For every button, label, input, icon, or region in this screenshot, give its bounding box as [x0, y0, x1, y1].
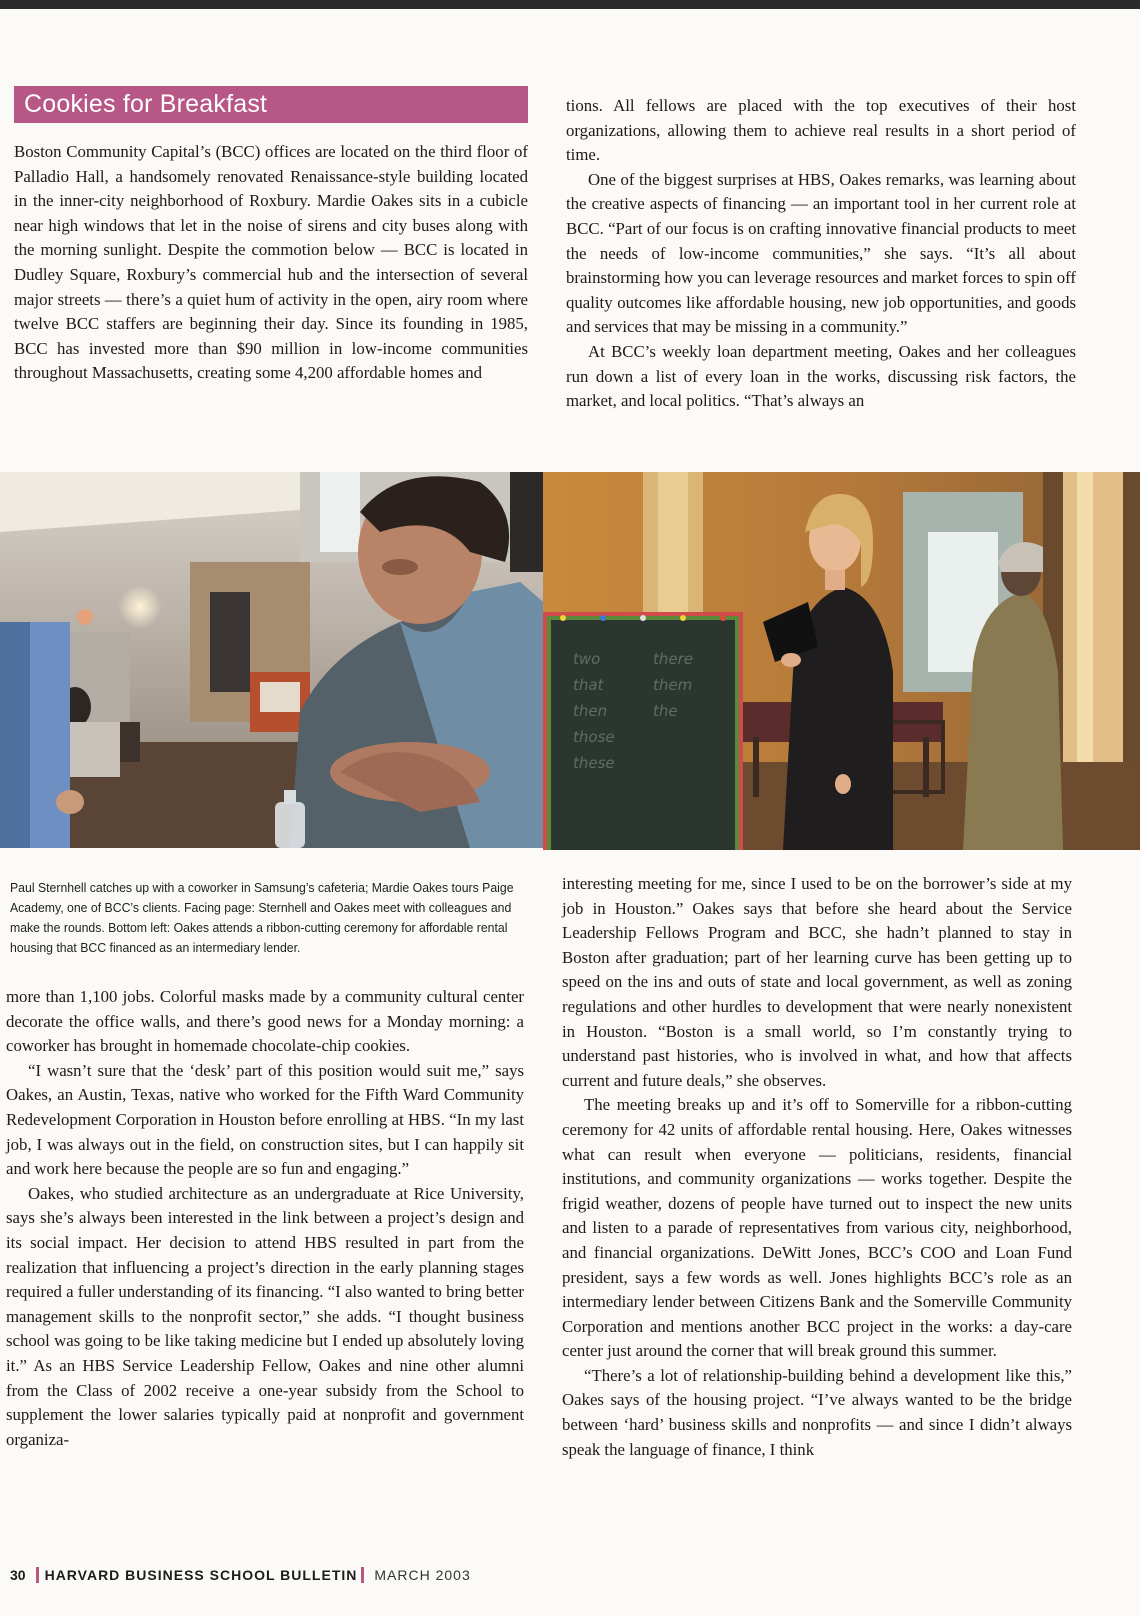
paragraph: One of the biggest surprises at HBS, Oakes remarks, was learning about the creative aspects of financing — an important tool in her current role at BCC. “Part of our focus is on crafting innovative financial products to meet the needs of low-income communities,” she says. “It’s all about brainstorming how you can leverage resources and market forces to spin off quality outcomes like affordable housing, new job opportunities, and goods and services that may be missing in a community.” — [566, 169, 1076, 337]
page-footer — [10, 1565, 471, 1585]
paragraph: more than 1,100 jobs. Colorful masks made by a community cultural center decorate the office walls, and there’s good news for a Monday morning: a coworker has brought in homemade chocolate-chip cookies. — [6, 987, 524, 1056]
column-left-bottom — [6, 985, 524, 1452]
section-headline: Cookies for Breakfast — [14, 86, 528, 123]
chalkboard-word: then — [573, 702, 608, 720]
footer-divider — [361, 1567, 364, 1583]
photo-cafeteria — [0, 472, 543, 848]
column-right-top — [566, 94, 1076, 414]
photo-classroom-illustration — [543, 472, 1140, 850]
paragraph: “There’s a lot of relationship-building behind a development like this,” Oakes says of the housing project. “I’ve always wanted to be the bridge between ‘hard’ business skills and nonprofits — and since I didn’t always speak the language of finance, I think — [562, 1365, 1072, 1459]
column-right-bottom — [562, 872, 1072, 1462]
chalkboard-word: two — [573, 650, 601, 668]
photo-classroom — [543, 472, 1140, 850]
footer-divider — [36, 1567, 39, 1583]
paragraph: tions. All fellows are placed with the top executives of their host organizations, allowing them to achieve real results in a short period of time. — [566, 96, 1076, 165]
chalkboard-word: there — [653, 650, 694, 668]
paragraph: The meeting breaks up and it’s off to Somerville for a ribbon-cutting ceremony for 42 units of affordable rental housing. Here, Oakes witnesses what can result when everyone — politicians, residents, financial institutions, and community organizations — works together. Despite the frigid weather, dozens of people have turned out to inspect the new units and listen to a parade of representatives from various city, neighborhood, and financial organizations. DeWitt Jones, BCC’s COO and Loan Fund president, says a few words as well. Jones highlights BCC’s role as an intermediary lender between Citizens Bank and the Somerville Community Corporation and mentions another BCC project in the works: a day-care center just around the corner that will break ground this summer. — [562, 1095, 1072, 1361]
photo-caption: Paul Sternhell catches up with a coworker in Samsung’s cafeteria; Mardie Oakes tours Paige Academy, one of BCC’s clients. Facing page: Sternhell and Oakes meet with colleagues and make the rounds. Bottom left: Oakes attends a ribbon-cutting ceremony for affordable rental housing that BCC financed as an intermediary lender. — [10, 880, 514, 955]
paragraph: interesting meeting for me, since I used to be on the borrower’s side at my job in Houston.” Oakes says that before she heard about the Service Leadership Fellows Program and BCC, she hadn’t planned to stay in Boston after graduation; part of her learning curve has been getting up to speed on the ins and outs of state and local government, as well as zoning regulations and other hurdles to development that were nearly nonexistent in Houston. “Boston is a small world, so I’m constantly trying to understand past histories, who is involved in what, and how that affects current and future deals,” she observes. — [562, 874, 1072, 1090]
paragraph: Boston Community Capital’s (BCC) offices are located on the third floor of Palladio Hall, a handsomely renovated Renaissance-style building located in the inner-city neighborhood of Roxbury. Mardie Oakes sits in a cubicle near high windows that let in the noise of sirens and city buses along with the morning sunlight. Despite the commotion below — BCC is located in Dudley Square, Roxbury’s commercial hub and the intersection of several major streets — there’s a quiet hum of activity in the open, airy room where twelve BCC staffers are beginning their day. Since its founding in 1985, BCC has invested more than $90 million in low-income communities throughout Massachusetts, creating some 4,200 affordable homes and — [14, 142, 528, 383]
photo-cafeteria-illustration — [0, 472, 543, 848]
publication-name: HARVARD BUSINESS SCHOOL BULLETIN — [44, 1567, 358, 1583]
page-top-border — [0, 0, 1140, 9]
chalkboard-word: that — [573, 676, 604, 694]
chalkboard-word: the — [653, 702, 678, 720]
paragraph: Oakes, who studied architecture as an undergraduate at Rice University, says she’s always been interested in the link between a project’s design and its social impact. Her decision to attend HBS resulted in part from the realization that influencing a project’s direction in the early planning stages required a fuller understanding of its financing. “I also wanted to bring better management skills to the nonprofit sector,” she adds. “I thought business school was going to be like taking medicine but I ended up absolutely loving it.” As an HBS Service Leadership Fellow, Oakes and nine other alumni from the Class of 2002 receive a one-year subsidy from the School to supplement the lower salaries typically paid at nonprofit and government organiza- — [6, 1183, 524, 1449]
column-left-top — [14, 140, 528, 386]
chalkboard-word: those — [573, 728, 615, 746]
paragraph: “I wasn’t sure that the ‘desk’ part of this position would suit me,” says Oakes, an Austin, Texas, native who worked for the Fifth Ward Community Redevelopment Corporation in Houston before enrolling at HBS. “In my last job, I was always out in the field, on construction sites, but I can happily sit and work here because the people are so fun and engaging.” — [6, 1060, 524, 1179]
chalkboard-word: them — [653, 676, 693, 694]
issue-date: MARCH 2003 — [374, 1567, 471, 1583]
chalkboard-word: these — [573, 754, 615, 772]
paragraph: At BCC’s weekly loan department meeting, Oakes and her colleagues run down a list of every loan in the works, discussing risk factors, the market, and local politics. “That’s always an — [566, 341, 1076, 411]
page-number: 30 — [10, 1567, 26, 1583]
